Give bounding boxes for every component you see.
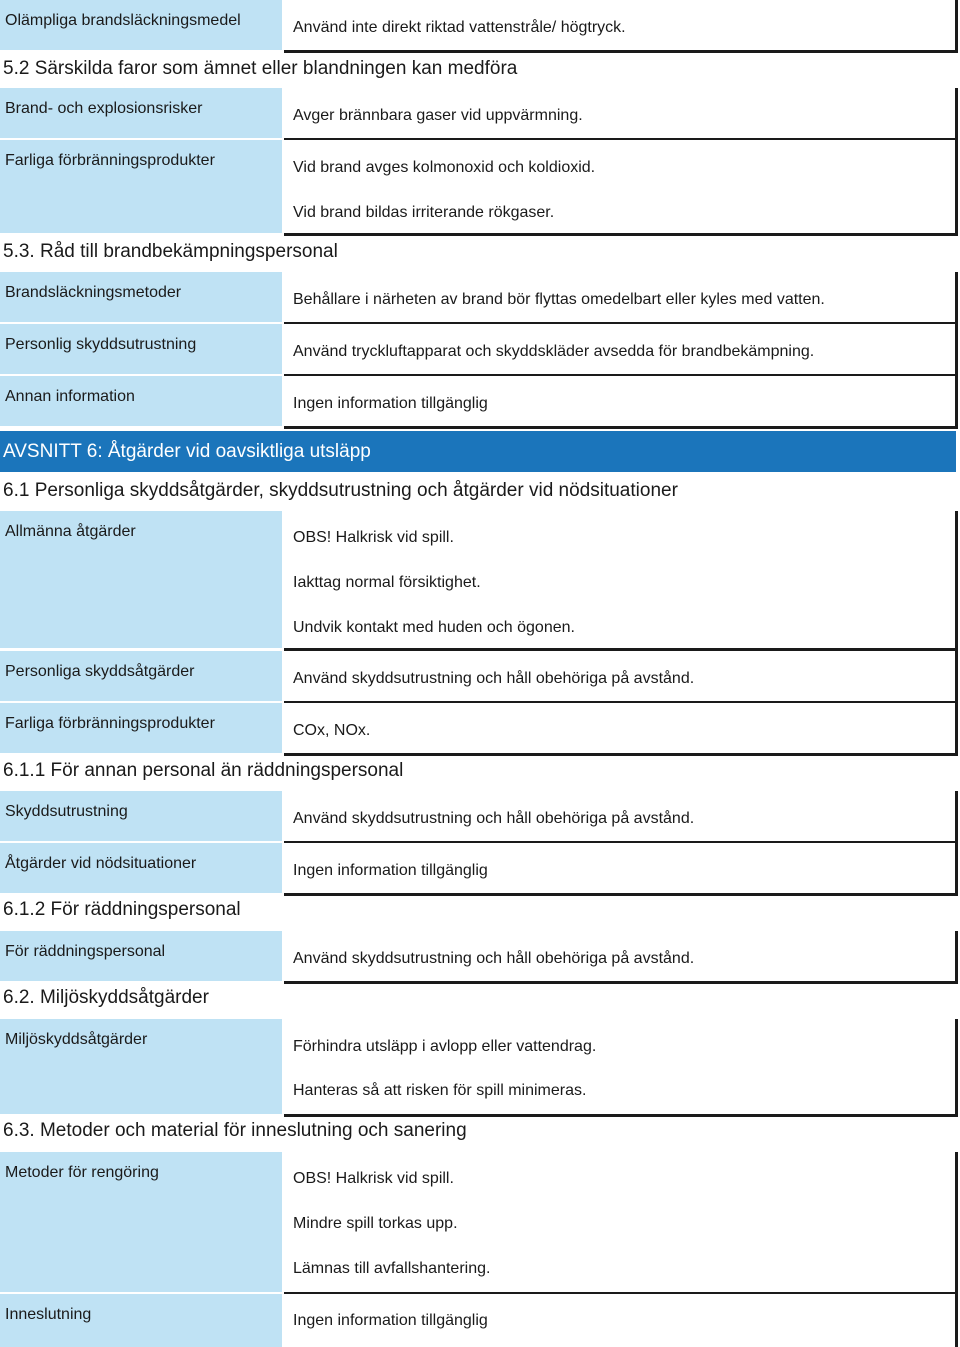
value-line: Undvik kontakt med huden och ögonen. [293, 619, 575, 636]
field-label-extinguishing-methods: Brandsläckningsmetoder [0, 272, 282, 322]
value-line: Förhindra utsläpp i avlopp eller vattendrag. [293, 1038, 597, 1055]
heading-6-1-2: 6.1.2 För räddningspersonal [3, 899, 241, 920]
value-line: Hanteras så att risken för spill minimeras. [293, 1082, 587, 1099]
field-value-fire-explosion-risks [284, 88, 958, 141]
heading-5-2: 5.2 Särskilda faror som ämnet eller blandningen kan medföra [3, 58, 518, 79]
value-line: Behållare i närheten av brand bör flyttas omedelbart eller kyles med vatten. [293, 291, 825, 308]
field-label-environmental-precautions: Miljöskyddsåtgärder [0, 1019, 282, 1114]
value-line: Mindre spill torkas upp. [293, 1215, 458, 1232]
value-line: Använd skyddsutrustning och håll obehöriga på avstånd. [293, 950, 695, 967]
value-line: Iakttag normal försiktighet. [293, 574, 481, 591]
heading-6-3: 6.3. Metoder och material för inneslutning och sanering [3, 1120, 467, 1141]
value-line: OBS! Halkrisk vid spill. [293, 1170, 454, 1187]
field-label-cleanup-methods: Metoder för rengöring [0, 1152, 282, 1292]
value-line: Använd skyddsutrustning och håll obehöriga på avstånd. [293, 810, 695, 827]
heading-6-2: 6.2. Miljöskyddsåtgärder [3, 987, 209, 1008]
value-line: Använd skyddsutrustning och håll obehöriga på avstånd. [293, 670, 695, 687]
value-line: Ingen information tillgänglig [293, 1312, 488, 1329]
value-line: Använd inte direkt riktad vattenstråle/ högtryck. [293, 19, 626, 36]
field-label-emergency-responders: För räddningspersonal [0, 931, 282, 981]
field-value-hazardous-combustion-6 [284, 703, 958, 756]
field-value-other-information [284, 376, 958, 429]
value-line: Ingen information tillgänglig [293, 862, 488, 879]
heading-6-1-1: 6.1.1 För annan personal än räddningspersonal [3, 760, 404, 781]
field-value-environmental-precautions [284, 1019, 958, 1117]
field-label-containment: Inneslutning [0, 1294, 282, 1347]
field-value-protective-equipment-6 [284, 791, 958, 844]
field-value-personal-precautions [284, 651, 958, 704]
field-value-emergency-procedures [284, 843, 958, 896]
heading-5-3: 5.3. Råd till brandbekämpningspersonal [3, 241, 338, 262]
field-value-containment [284, 1294, 958, 1347]
field-label-protective-equipment-6: Skyddsutrustning [0, 791, 282, 841]
field-label-personal-precautions: Personliga skyddsåtgärder [0, 651, 282, 701]
value-line: OBS! Halkrisk vid spill. [293, 529, 454, 546]
field-label-other-information: Annan information [0, 376, 282, 426]
field-value-hazardous-combustion [284, 140, 958, 236]
value-line: Vid brand avges kolmonoxid och koldioxid. [293, 159, 596, 176]
field-value-protective-equipment [284, 324, 958, 377]
field-label-hazardous-combustion: Farliga förbränningsprodukter [0, 140, 282, 233]
field-value-extinguishing-methods [284, 272, 958, 325]
value-line: Lämnas till avfallshantering. [293, 1260, 491, 1277]
field-value-unsuitable-extinguishing [284, 0, 958, 53]
field-label-emergency-procedures: Åtgärder vid nödsituationer [0, 843, 282, 893]
heading-6-1: 6.1 Personliga skyddsåtgärder, skyddsutrustning och åtgärder vid nödsituationer [3, 480, 678, 501]
value-line: Ingen information tillgänglig [293, 395, 488, 412]
field-label-hazardous-combustion-6: Farliga förbränningsprodukter [0, 703, 282, 753]
section-6-title: AVSNITT 6: Åtgärder vid oavsiktliga utsläpp [0, 431, 956, 472]
value-line: COx, NOx. [293, 722, 371, 739]
value-line: Avger brännbara gaser vid uppvärmning. [293, 107, 583, 124]
field-label-protective-equipment: Personlig skyddsutrustning [0, 324, 282, 374]
field-label-unsuitable-extinguishing: Olämpliga brandsläckningsmedel [0, 0, 282, 50]
field-value-emergency-responders [284, 931, 958, 984]
field-value-general-measures [284, 511, 958, 651]
value-line: Använd tryckluftapparat och skyddskläder avsedda för brandbekämpning. [293, 343, 815, 360]
field-label-fire-explosion-risks: Brand- och explosionsrisker [0, 88, 282, 138]
value-line: Vid brand bildas irriterande rökgaser. [293, 204, 555, 221]
field-value-cleanup-methods [284, 1152, 958, 1295]
field-label-general-measures: Allmänna åtgärder [0, 511, 282, 648]
